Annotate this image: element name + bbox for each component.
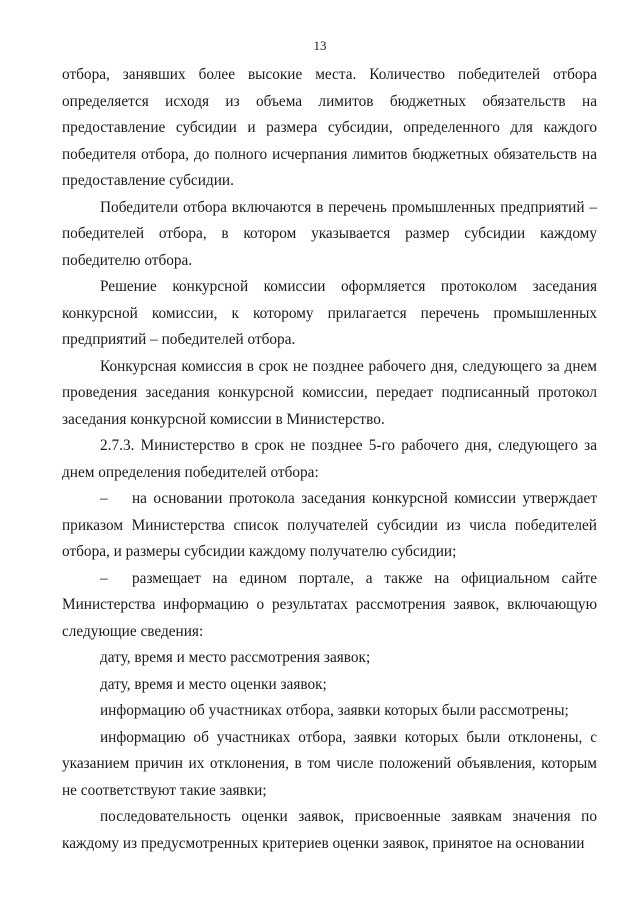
dash-list-item-text: на основании протокола заседания конкурсной комиссии утверждает приказом Министерства список получателей субсидии из числа победителей отбора, и размеры субсидии каждому получателю субсидии;: [62, 490, 597, 560]
paragraph: Победители отбора включаются в перечень промышленных предприятий – победителей отбора, в котором указывается размер субсидии каждому победителю отбора.: [62, 198, 597, 269]
paragraph: 2.7.3. Министерство в срок не позднее 5-го рабочего дня, следующего за днем определения победителей отбора:: [62, 437, 597, 481]
dash-marker: –: [100, 569, 108, 587]
page-number: 13: [313, 38, 327, 53]
paragraph: Конкурсная комиссия в срок не позднее рабочего дня, следующего за днем проведения заседания конкурсной комиссии, передает подписанный протокол заседания конкурсной комиссии в Министерство.: [62, 357, 597, 428]
info-list-item: дату, время и место оценки заявок;: [100, 675, 327, 693]
dash-marker: –: [100, 490, 108, 507]
info-list-item: информацию об участниках отбора, заявки которых были рассмотрены;: [100, 702, 569, 719]
document-body: [62, 62, 597, 857]
dash-list-item-text: размещает на едином портале, а также на официальном сайте Министерства информацию о результатах рассмотрения заявок, включающую следующие сведения:: [62, 569, 597, 640]
info-list-item: последовательность оценки заявок, присвоенные заявкам значения по каждому из предусмотренных критериев оценки заявок, принятое на основании: [62, 808, 597, 852]
paragraph: Решение конкурсной комиссии оформляется протоколом заседания конкурсной комиссии, к которому прилагается перечень промышленных предприятий – победителей отбора.: [62, 278, 597, 348]
dash-list-item: [62, 566, 597, 646]
dash-list-item: [62, 486, 597, 566]
info-list-item: дату, время и место рассмотрения заявок;: [100, 649, 371, 666]
paragraph: отбора, занявших более высокие места. Количество победителей отбора определяется исходя из объема лимитов бюджетных обязательств на предоставление субсидии и размера субсидии, определенного для каждого победителя отбора, до полного исчерпания лимитов бюджетных обязательств на предоставление субсидии.: [62, 66, 597, 189]
info-list-item: информацию об участниках отбора, заявки которых были отклонены, с указанием причин их отклонения, в том числе положений объявления, которым не соответствуют такие заявки;: [62, 728, 597, 799]
